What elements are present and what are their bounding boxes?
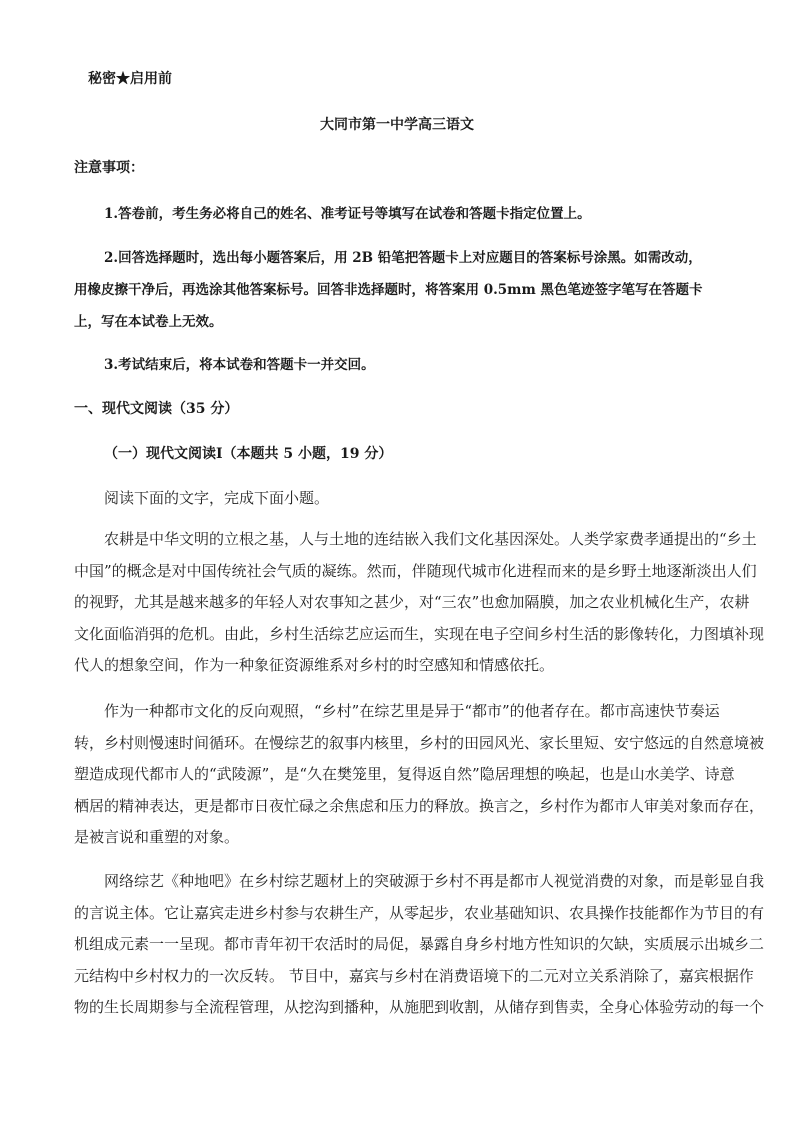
notice-heading: 注意事项：: [74, 160, 144, 176]
passage-line: 网络综艺《种地吧》在乡村综艺题材上的突破源于乡村不再是都市人视觉消费的对象，而是彰显自我: [104, 872, 765, 890]
section-subheading: （一）现代文阅读Ⅰ（本题共 5 小题，19 分）: [104, 446, 393, 462]
passage-line: 中国”的概念是对中国传统社会气质的凝练。然而，伴随现代城市化进程而来的是乡野土地逐渐淡出人们: [74, 561, 757, 580]
passage-paragraph-3: [74, 866, 765, 1024]
passage-line: 物的生长周期参与全流程管理，从挖沟到播种，从施肥到收割，从储存到售卖，全身心体验劳动的每一个: [74, 998, 765, 1017]
secret-mark: 秘密★启用前: [88, 71, 172, 87]
passage-line: 的言说主体。它让嘉宾走进乡村参与农耕生产，从零起步，农业基础知识、农具操作技能都作为节目的有: [74, 903, 765, 922]
passage-paragraph-2: [74, 696, 765, 854]
notice-item-1: 1.答卷前，考生务必将自己的姓名、准考证号等填写在试卷和答题卡指定位置上。: [104, 206, 591, 222]
passage-line: 栖居的精神表达，更是都市日夜忙碌之余焦虑和压力的释放。换言之，乡村作为都市人审美对象而存在，: [74, 796, 765, 815]
page-title: 大同市第一中学高三语文: [320, 117, 474, 133]
notice-item-2-line-1: 2.回答选择题时，选出每小题答案后，用 2B 铅笔把答题卡上对应题目的答案标号涂黑。如需改动，: [104, 250, 702, 266]
section-heading: 一、现代文阅读（35 分）: [74, 401, 239, 417]
passage-line: 塑造成现代都市人的“武陵源”，是“久在樊笼里，复得返自然”隐居理想的唤起，也是山水美学、诗意: [74, 765, 735, 784]
passage-line: 农耕是中华文明的立根之基，人与土地的连结嵌入我们文化基因深处。人类学家费孝通提出的“乡土: [104, 530, 757, 548]
passage-line: 转，乡村则慢速时间循环。在慢综艺的叙事内核里，乡村的田园风光、家长里短、安宁悠远的自然意境被: [74, 733, 765, 752]
notice-item-2-line-3: 上，写在本试卷上无效。: [74, 314, 223, 330]
passage-line: 作为一种都市文化的反向观照，“乡村”在综艺里是异于“都市”的他者存在。都市高速快节奏运: [104, 702, 720, 720]
passage-line: 的视野，尤其是越来越多的年轻人对农事知之甚少，对“三农”也愈加隔膜，加之农业机械化生产，农耕: [74, 593, 750, 612]
notice-item-2-line-2: 用橡皮擦干净后，再选涂其他答案标号。回答非选择题时，将答案用 0.5mm 黑色笔迹签字笔写在答题卡: [74, 282, 703, 298]
passage-line: 文化面临消弭的危机。由此，乡村生活综艺应运而生，实现在电子空间乡村生活的影像转化，力图填补现: [74, 624, 765, 643]
reading-instruction: 阅读下面的文字，完成下面小题。: [104, 489, 330, 507]
passage-line: 元结构中乡村权力的一次反转。 节目中，嘉宾与乡村在消费语境下的二元对立关系消除了，嘉宾根据作: [74, 966, 754, 985]
passage-line: 是被言说和重塑的对象。: [74, 828, 240, 847]
notice-item-3: 3.考试结束后，将本试卷和答题卡一并交回。: [104, 357, 375, 373]
passage-line: 代人的想象空间，作为一种象征资源维系对乡村的时空感知和情感依托。: [74, 656, 555, 675]
passage-paragraph-1: [74, 524, 765, 682]
passage-line: 机组成元素一一呈现。都市青年初干农活时的局促，暴露自身乡村地方性知识的欠缺，实质展示出城乡二: [74, 935, 765, 954]
